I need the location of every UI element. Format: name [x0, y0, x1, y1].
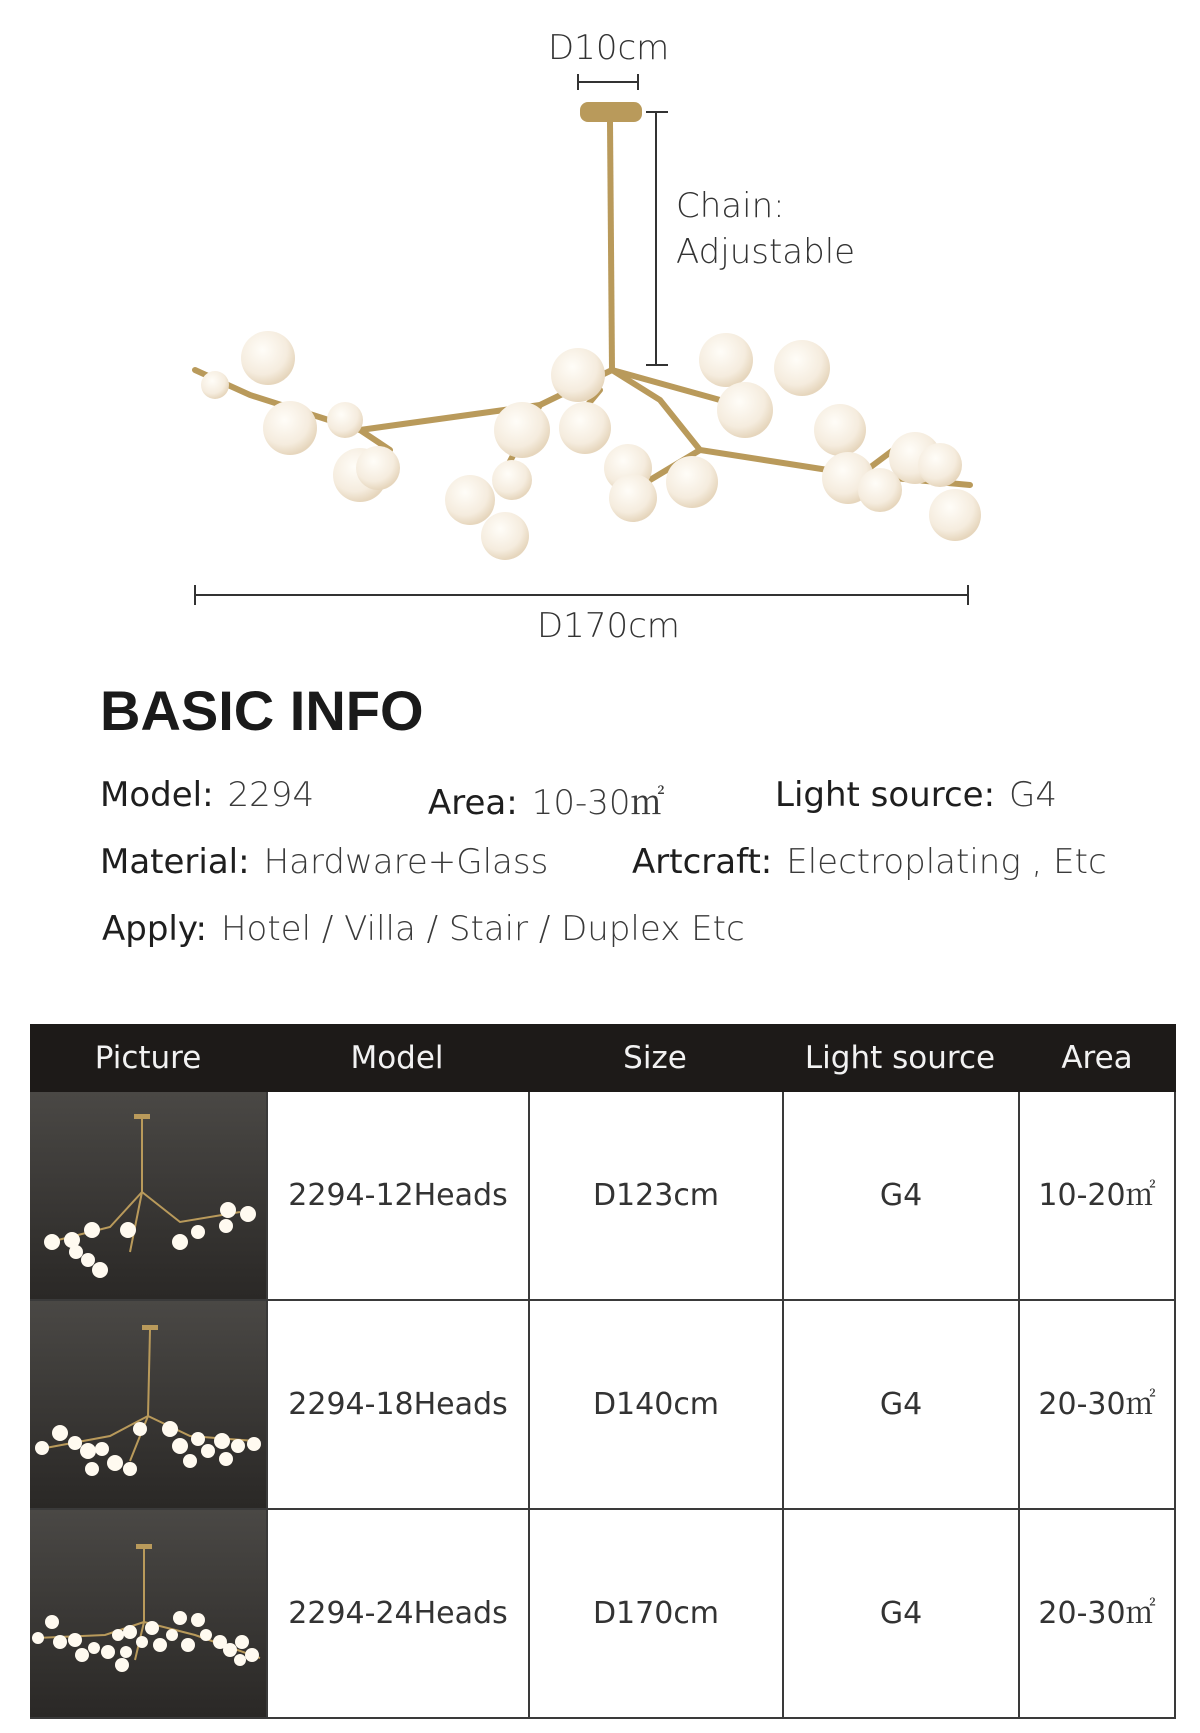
cell-light: G4 [782, 1510, 1018, 1717]
info-apply-key: Apply: [102, 909, 207, 949]
cell-model: 2294-12Heads [266, 1092, 528, 1299]
cell-area: 10-20㎡ [1018, 1092, 1176, 1299]
table-row [30, 1092, 1176, 1301]
th-model: Model [350, 1040, 444, 1076]
product-thumbnail [30, 1092, 266, 1299]
product-thumbnail [30, 1301, 266, 1508]
info-artcraft [632, 842, 1107, 882]
cell-area: 20-30㎡ [1018, 1510, 1176, 1717]
info-light-key: Light source: [775, 775, 996, 815]
canopy [580, 102, 642, 122]
table-row [30, 1301, 1176, 1510]
info-light-value: G4 [1009, 775, 1058, 815]
th-size: Size [623, 1040, 687, 1076]
info-area-key: Area: [428, 783, 518, 823]
table-header [30, 1024, 1176, 1092]
product-illustration [0, 0, 1200, 660]
info-artcraft-value: Electroplating , Etc [786, 842, 1107, 882]
info-light [775, 775, 1057, 815]
cell-size: D140cm [528, 1301, 782, 1508]
info-model-key: Model: [100, 775, 214, 815]
spec-table [30, 1024, 1176, 1714]
chain-dimension-line [646, 112, 668, 365]
info-apply [102, 909, 745, 949]
info-material-key: Material: [100, 842, 250, 882]
cell-area: 20-30㎡ [1018, 1301, 1176, 1508]
product-thumbnail [30, 1510, 266, 1717]
info-area [428, 775, 665, 824]
cell-size: D123cm [528, 1092, 782, 1299]
bottom-dimension-line [195, 585, 968, 605]
cell-model: 2294-18Heads [266, 1301, 528, 1508]
info-model [100, 775, 314, 815]
cell-light: G4 [782, 1092, 1018, 1299]
th-picture: Picture [94, 1040, 202, 1076]
top-dimension-line [578, 74, 638, 90]
dim-bottom-label: D170cm [537, 606, 680, 646]
info-apply-value: Hotel / Villa / Stair / Duplex Etc [220, 909, 745, 949]
chain-label-line1: Chain: [676, 186, 785, 226]
info-artcraft-key: Artcraft: [632, 842, 773, 882]
info-material [100, 842, 548, 882]
glass-globes [201, 331, 981, 560]
rod [610, 122, 612, 370]
cell-model: 2294-24Heads [266, 1510, 528, 1717]
table-row [30, 1510, 1176, 1719]
th-area: Area [1061, 1040, 1133, 1076]
basic-info-title: BASIC INFO [100, 679, 424, 742]
chain-label-line2: Adjustable [676, 232, 856, 272]
info-model-value: 2294 [227, 775, 315, 815]
info-material-value: Hardware+Glass [263, 842, 549, 882]
info-area-value: 10-30㎡ [531, 783, 665, 823]
chandelier-drawing [0, 0, 1200, 660]
dim-top-label: D10cm [548, 28, 670, 68]
th-light-source: Light source [804, 1040, 996, 1076]
cell-size: D170cm [528, 1510, 782, 1717]
cell-light: G4 [782, 1301, 1018, 1508]
